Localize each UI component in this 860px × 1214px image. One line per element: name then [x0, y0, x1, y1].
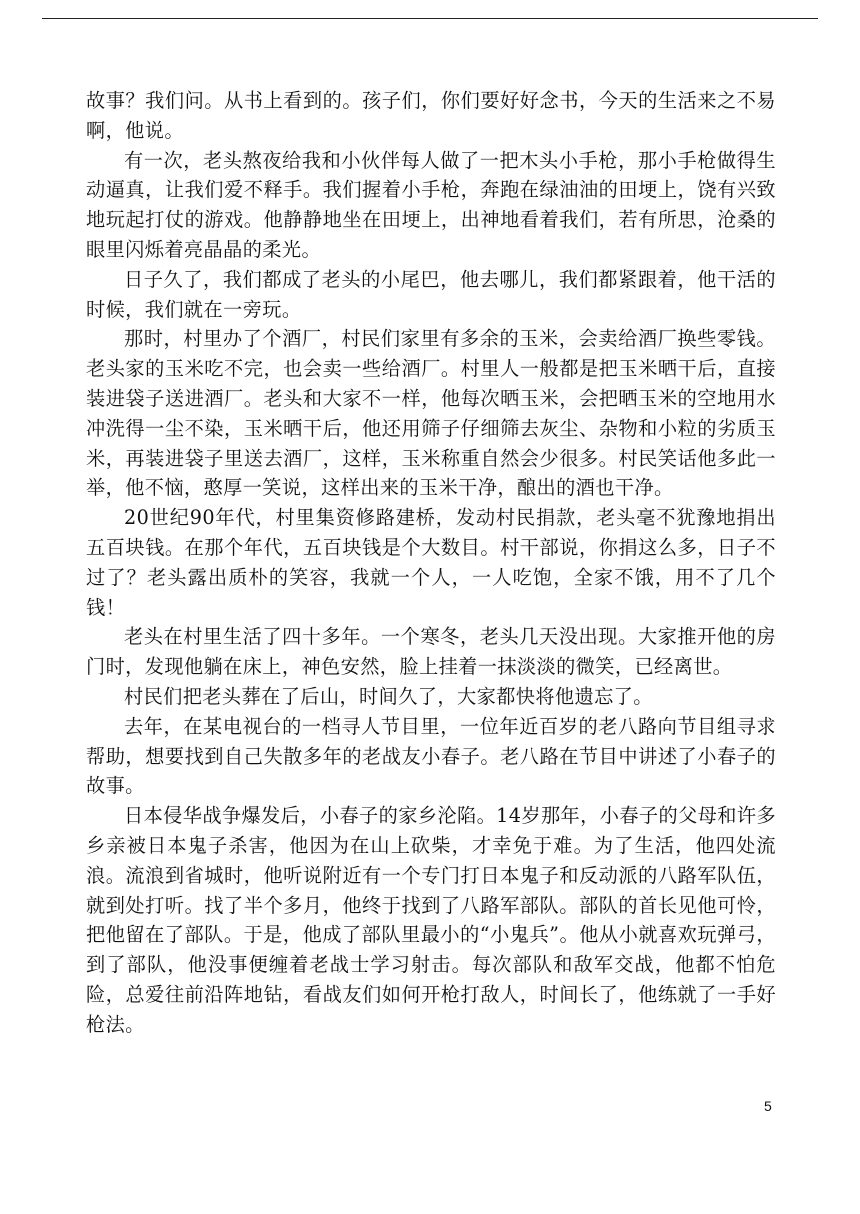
page-number: 5: [764, 1098, 772, 1114]
page-body: [86, 86, 776, 1040]
paragraph-7: 村民们把老头葬在了后山，时间久了，大家都快将他遗忘了。: [124, 684, 653, 708]
paragraph-1: 故事？我们问。从书上看到的。孩子们，你们要好好念书，今天的生活来之不易啊，他说。: [86, 89, 776, 142]
paragraph-4: 那时，村里办了个酒厂，村民们家里有多余的玉米，会卖给酒厂换些零钱。老头家的玉米吃不完，也会卖一些给酒厂。村里人一般都是把玉米晒干后，直接装进袋子送进酒厂。老头和大家不一样，他每次晒玉米，会把晒玉米的空地用水冲洗得一尘不染，玉米晒干后，他还用筛子仔细筛去灰尘、杂物和小粒的劣质玉米，再装进袋子里送去酒厂，这样，玉米称重自然会少很多。村民笑话他多此一举，他不恼，憨厚一笑说，这样出来的玉米干净，酿出的酒也干净。: [86, 327, 776, 500]
header-rule: [42, 18, 818, 19]
paragraph-8: 去年，在某电视台的一档寻人节目里，一位年近百岁的老八路向节目组寻求帮助，想要找到自己失散多年的老战友小春子。老八路在节目中讲述了小春子的故事。: [86, 714, 776, 798]
paragraph-3: 日子久了，我们都成了老头的小尾巴，他去哪儿，我们都紧跟着，他干活的时候，我们就在一旁玩。: [86, 267, 776, 321]
paragraph-9: 日本侵华战争爆发后，小春子的家乡沦陷。14岁那年，小春子的父母和许多乡亲被日本鬼子杀害，他因为在山上砍柴，才幸免于难。为了生活，他四处流浪。流浪到省城时，他听说附近有一个专门打日本鬼子和反动派的八路军队伍，就到处打听。找了半个多月，他终于找到了八路军部队。部队的首长见他可怜，把他留在了部队。于是，他成了部队里最小的“小鬼兵”。他从小就喜欢玩弹弓，到了部队，他没事便缠着老战士学习射击。每次部队和敌军交战，他都不怕危险，总爱往前沿阵地钻，看战友们如何开枪打敌人，时间长了，他练就了一手好枪法。: [86, 804, 777, 1036]
paragraph-2: 有一次，老头熬夜给我和小伙伴每人做了一把木头小手枪，那小手枪做得生动逼真，让我们爱不释手。我们握着小手枪，奔跑在绿油油的田埂上，饶有兴致地玩起打仗的游戏。他静静地坐在田埂上，出神地看着我们，若有所思，沧桑的眼里闪烁着亮晶晶的柔光。: [86, 148, 776, 261]
paragraph-5: 20世纪90年代，村里集资修路建桥，发动村民捐款，老头毫不犹豫地捐出五百块钱。在那个年代，五百块钱是个大数目。村干部说，你捐这么多，日子不过了？老头露出质朴的笑容，我就一个人，一人吃饱，全家不饿，用不了几个钱！: [86, 506, 776, 619]
paragraph-6: 老头在村里生活了四十多年。一个寒冬，老头几天没出现。大家推开他的房门时，发现他躺在床上，神色安然，脸上挂着一抹淡淡的微笑，已经离世。: [86, 625, 776, 679]
